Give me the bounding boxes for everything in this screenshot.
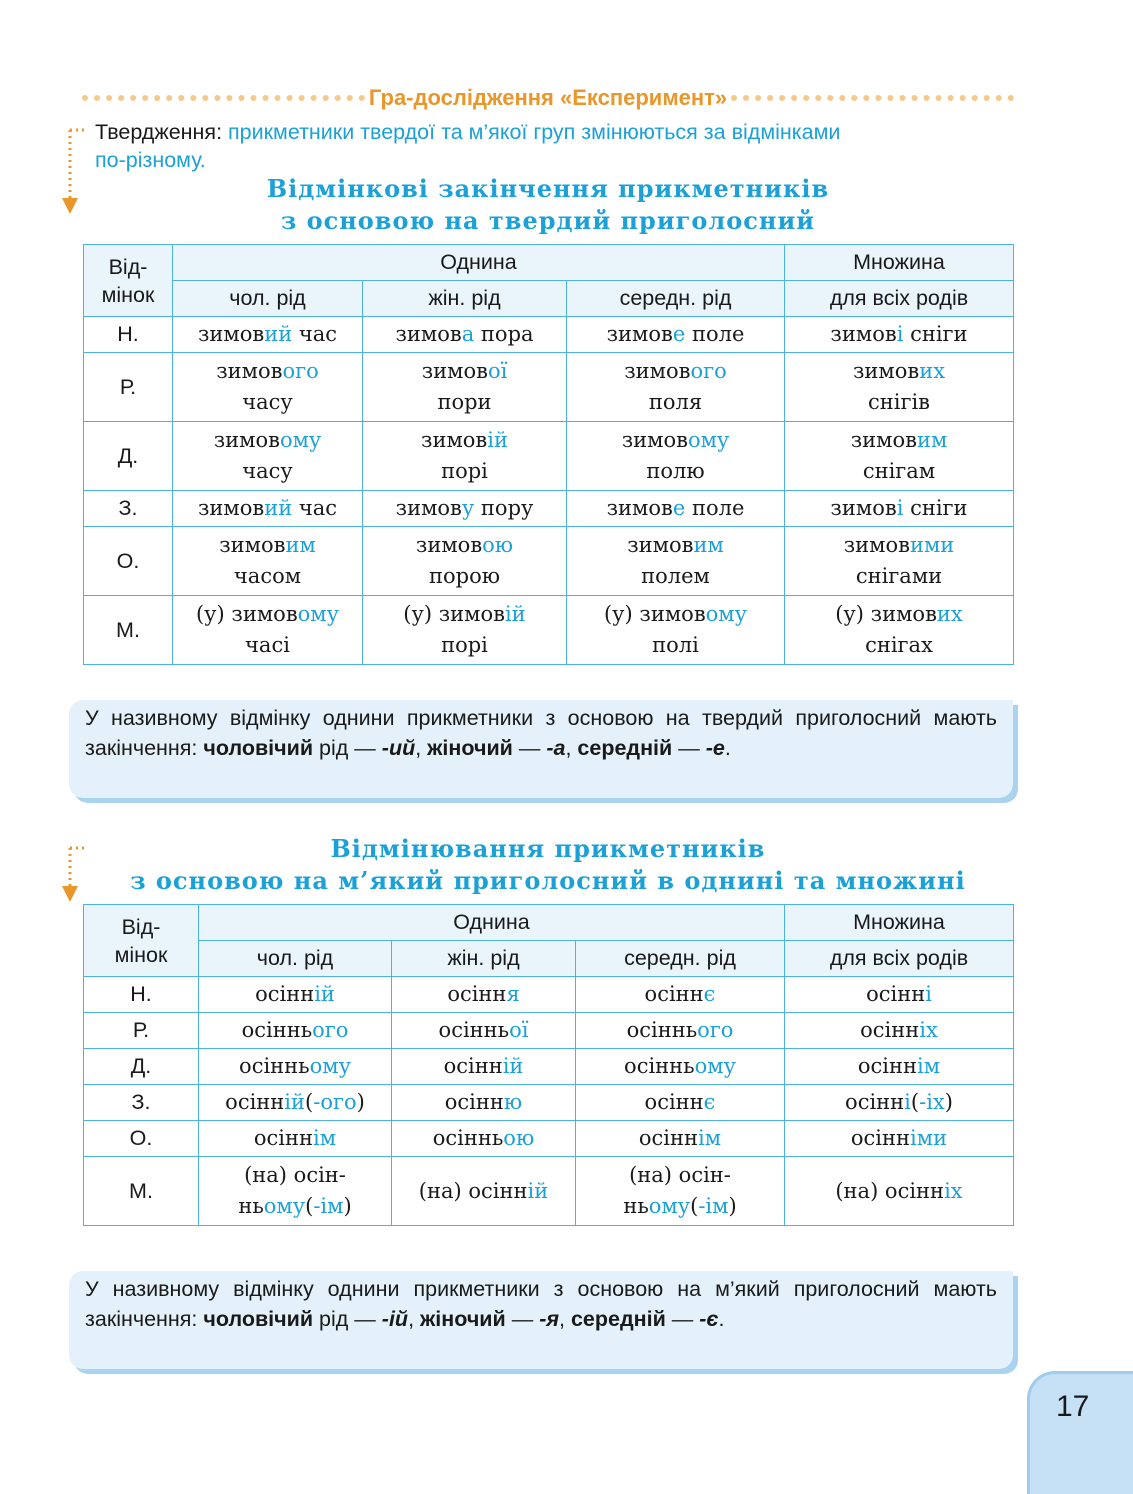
form-cell (785, 422, 1014, 491)
rule-text: У називному відмінку однини прикметники з основою на м’який приголосний мають закінчення: (85, 1277, 997, 1331)
ending: ий (264, 496, 293, 520)
word-stem: зимов (395, 496, 462, 520)
subheader-2: середн. рід (576, 941, 785, 977)
form-cell (173, 491, 363, 527)
form-cell (392, 1121, 576, 1157)
word-stem: ) (356, 1090, 365, 1114)
table-row (84, 1157, 1014, 1226)
word-stem: ) (944, 1090, 953, 1114)
dotted-line-right (731, 95, 1014, 101)
word-stem: зимов (850, 428, 917, 452)
form-cell (199, 1121, 392, 1157)
form-cell (392, 1085, 576, 1121)
word-stem: осінн (443, 1054, 503, 1078)
noun: сніги (903, 496, 968, 520)
rule-masc: чоловічий (203, 1306, 314, 1331)
subheader-0: чол. рід (199, 941, 392, 977)
word-stem: нь (238, 1194, 264, 1218)
rule-box-hard (69, 700, 1013, 798)
noun: полю (646, 459, 705, 483)
rule-neut: середній (577, 735, 673, 760)
ending: і (896, 322, 904, 346)
word-stem: зимов (395, 322, 462, 346)
word-stem: зимов (621, 428, 688, 452)
form-cell (785, 353, 1014, 422)
word-stem: осінн (255, 982, 315, 1006)
ending: -ого (313, 1090, 357, 1114)
form-cell (567, 422, 785, 491)
ending: іми (910, 1126, 948, 1150)
subheader-0: чол. рід (173, 281, 363, 317)
noun: пори (437, 390, 492, 414)
ending: ому (279, 428, 322, 452)
ending: -ім (313, 1194, 344, 1218)
case-cell: З. (84, 1085, 199, 1121)
word-stem: зимов (606, 496, 673, 520)
word-stem: зимов (606, 322, 673, 346)
word-stem: осіннь (239, 1054, 310, 1078)
case-column-header (84, 245, 173, 317)
rule-comma: , (565, 735, 578, 760)
form-cell (363, 527, 567, 596)
word-stem: ) (343, 1194, 352, 1218)
word-stem: осінн (225, 1090, 285, 1114)
table-row (84, 353, 1014, 422)
subheader-2: середн. рід (567, 281, 785, 317)
statement-label: Твердження: (95, 120, 223, 144)
case-cell: М. (84, 1157, 199, 1226)
table-row (84, 1013, 1014, 1049)
table-row (84, 977, 1014, 1013)
plural-header: Множина (785, 245, 1014, 281)
ending: ої (487, 359, 508, 383)
game-title: Гра-дослідження «Експеримент» (368, 85, 728, 110)
rule-fem: жіночий (427, 735, 513, 760)
word-stem: зимов (216, 359, 283, 383)
form-cell (567, 596, 785, 665)
ending: ому (705, 602, 747, 626)
form-cell (785, 1013, 1014, 1049)
ending: і (904, 1090, 911, 1114)
word-stem: осіннь (241, 1018, 313, 1042)
table-row (84, 317, 1014, 353)
noun: порою (428, 564, 500, 588)
ending: ому (694, 1054, 736, 1078)
word-stem: ) (728, 1194, 737, 1218)
noun: пора (474, 322, 534, 346)
table2-title (84, 833, 1012, 897)
ending: ій (487, 428, 508, 452)
ending: є (703, 1090, 716, 1114)
ending: -іх (919, 1090, 945, 1114)
case-cell: З. (84, 491, 173, 527)
table-row (84, 491, 1014, 527)
ending: ім (698, 1126, 722, 1150)
form-cell (392, 1049, 576, 1085)
ending: ому (687, 428, 730, 452)
word-stem: осінн (857, 1054, 918, 1078)
ending: а (461, 322, 475, 346)
form-cell (199, 1049, 392, 1085)
case-cell: О. (84, 527, 173, 596)
noun: час (292, 322, 338, 346)
statement-claim: прикметники твердої та м’якої груп змінюються за відмінками (228, 120, 841, 144)
ending: ій (284, 1090, 306, 1114)
rule-rid: рід — (313, 1306, 382, 1331)
word-stem: зимов (852, 359, 920, 383)
case-cell: Д. (84, 1049, 199, 1085)
ending: у (461, 496, 475, 520)
rule-ending-masc: -ій (381, 1306, 409, 1331)
table2-title-line1: Відмінювання прикметників (330, 834, 766, 863)
table-row (84, 527, 1014, 596)
rule-ending-fem: -я (539, 1306, 560, 1331)
statement (95, 118, 1013, 174)
form-cell (363, 491, 567, 527)
ending: их (919, 359, 946, 383)
ending: і (925, 982, 932, 1006)
page-number: 17 (1056, 1390, 1090, 1423)
table-row (84, 1085, 1014, 1121)
rule-period: . (724, 735, 731, 760)
rule-dash: — (512, 735, 547, 760)
case-cell: М. (84, 596, 173, 665)
subheader-1: жін. рід (363, 281, 567, 317)
form-cell (392, 1157, 576, 1226)
form-cell (785, 1049, 1014, 1085)
case-cell: Р. (84, 1013, 199, 1049)
form-cell (173, 527, 363, 596)
noun: сніги (903, 322, 968, 346)
ending: е (672, 322, 686, 346)
ending: ій (504, 602, 526, 626)
noun: полі (652, 633, 699, 657)
word-stem: осінн (845, 1090, 905, 1114)
rule-masc: чоловічий (203, 735, 314, 760)
form-cell (173, 353, 363, 422)
word-stem: зимов (843, 533, 910, 557)
word-stem: зимов (197, 496, 265, 520)
form-cell (567, 527, 785, 596)
noun: снігах (865, 633, 933, 657)
word-stem: зимов (213, 428, 280, 452)
ending: ий (264, 322, 293, 346)
word-stem: зимов (219, 533, 286, 557)
case-cell: Н. (84, 977, 199, 1013)
word-stem: ( (690, 1194, 699, 1218)
ending: ій (502, 1054, 524, 1078)
ending: ого (312, 1018, 349, 1042)
noun: пору (474, 496, 534, 520)
rule-text: У називному відмінку однини прикметники з основою на твердий приголосний мають закінчення: (85, 706, 997, 760)
ending: ої (509, 1018, 529, 1042)
plural-header: Множина (785, 905, 1014, 941)
table1-title-line1: Відмінкові закінчення прикметників (266, 174, 830, 203)
ending: им (693, 533, 724, 557)
table2-title-line2: з основою на м’який приголосний в однині та множині (130, 866, 966, 895)
noun: часу (242, 459, 293, 483)
word-stem: осінн (638, 1126, 699, 1150)
table1-title-line2: з основою на твердий приголосний (280, 206, 816, 235)
form-cell (785, 1121, 1014, 1157)
noun: снігам (862, 459, 936, 483)
form-cell (199, 977, 392, 1013)
rule-ending-masc: -ий (381, 735, 416, 760)
noun: снігів (867, 390, 930, 414)
table-row (84, 596, 1014, 665)
form-cell (173, 317, 363, 353)
ending: ого (690, 359, 727, 383)
form-cell (576, 1013, 785, 1049)
ending: ій (527, 1178, 549, 1203)
ending: ому (297, 602, 339, 626)
soft-stem-declension-table (83, 904, 1014, 1226)
form-cell (199, 1013, 392, 1049)
form-cell (785, 317, 1014, 353)
form-cell (392, 977, 576, 1013)
table1-title (84, 173, 1012, 237)
ending: е (672, 496, 686, 520)
word-stem: осіннь (624, 1054, 695, 1078)
noun: поля (648, 390, 703, 414)
rule-box-soft (69, 1271, 1013, 1369)
form-cell (785, 596, 1014, 665)
rule-rid: рід — (313, 735, 382, 760)
word-stem: (на) осін- (629, 1163, 731, 1187)
ending: -ім (698, 1194, 729, 1218)
word-stem: ( (305, 1194, 314, 1218)
form-cell (363, 596, 567, 665)
word-stem: (у) зимов (195, 602, 298, 626)
word-stem: (у) зимов (835, 602, 937, 626)
word-stem: зимов (197, 322, 265, 346)
case-header-line1: Від- (108, 254, 148, 279)
noun: часом (233, 564, 302, 588)
form-cell (199, 1085, 392, 1121)
form-cell (785, 1157, 1014, 1226)
word-stem: осіннь (432, 1126, 504, 1150)
rule-neut: середній (570, 1306, 666, 1331)
ending: ім (917, 1054, 941, 1078)
word-stem: зимов (421, 428, 488, 452)
ending: их (936, 602, 963, 626)
ending: ою (503, 1126, 535, 1150)
subheader-3: для всіх родів (785, 281, 1014, 317)
word-stem: (на) осінн (418, 1178, 528, 1203)
dotted-arrow-icon (56, 124, 86, 218)
rule-ending-neut: -е (705, 735, 725, 760)
word-stem: (у) зимов (603, 602, 706, 626)
noun: снігами (855, 564, 943, 588)
word-stem: осінн (866, 982, 926, 1006)
form-cell (576, 1049, 785, 1085)
form-cell (392, 1013, 576, 1049)
word-stem: осінн (444, 1090, 504, 1114)
word-stem: зимов (830, 496, 897, 520)
rule-dash: — (505, 1306, 540, 1331)
rule-comma: , (408, 1306, 421, 1331)
word-stem: осінн (253, 1126, 314, 1150)
word-stem: (на) осін- (244, 1163, 346, 1187)
ending: ими (909, 533, 955, 557)
rule-comma: , (415, 735, 428, 760)
ending: ою (482, 533, 514, 557)
word-stem: осінн (850, 1126, 911, 1150)
form-cell (785, 1085, 1014, 1121)
ending: я (506, 982, 520, 1006)
form-cell (785, 527, 1014, 596)
ending: ому (263, 1194, 306, 1218)
ending: є (703, 982, 716, 1006)
ending: им (285, 533, 316, 557)
case-header-line2: мінок (114, 942, 168, 967)
form-cell (576, 1157, 785, 1226)
form-cell (363, 317, 567, 353)
word-stem: осінн (447, 982, 507, 1006)
hard-stem-declension-table (83, 244, 1014, 665)
rule-dash: — (672, 735, 706, 760)
word-stem: зимов (627, 533, 694, 557)
ending: іх (919, 1018, 938, 1042)
rule-dash: — (665, 1306, 700, 1331)
word-stem: зимов (830, 322, 897, 346)
singular-header: Однина (173, 245, 785, 281)
rule-fem: жіночий (420, 1306, 506, 1331)
form-cell (785, 977, 1014, 1013)
form-cell (785, 491, 1014, 527)
form-cell (567, 491, 785, 527)
form-cell (173, 422, 363, 491)
word-stem: осіннь (438, 1018, 510, 1042)
rule-ending-neut: -є (699, 1306, 719, 1331)
ending: ому (309, 1054, 351, 1078)
word-stem: нь (623, 1194, 649, 1218)
rule-ending-fem: -а (546, 735, 566, 760)
statement-claim-cont: по-різному. (95, 148, 206, 172)
form-cell (576, 1121, 785, 1157)
case-column-header (84, 905, 199, 977)
table-row (84, 422, 1014, 491)
ending: ім (313, 1126, 337, 1150)
form-cell (567, 353, 785, 422)
noun: часу (242, 390, 293, 414)
ending: ій (314, 982, 335, 1006)
form-cell (576, 1085, 785, 1121)
form-cell (173, 596, 363, 665)
word-stem: зимов (624, 359, 691, 383)
word-stem: ( (305, 1090, 314, 1114)
form-cell (199, 1157, 392, 1226)
noun: час (292, 496, 338, 520)
table-row (84, 1121, 1014, 1157)
noun: поле (685, 496, 745, 520)
word-stem: осіннь (626, 1018, 698, 1042)
form-cell (567, 317, 785, 353)
noun: порі (441, 459, 488, 483)
case-cell: Р. (84, 353, 173, 422)
noun: часі (245, 633, 290, 657)
ending: ого (282, 359, 319, 383)
rule-comma: , (559, 1306, 571, 1331)
word-stem: (у) зимов (403, 602, 505, 626)
case-cell: Н. (84, 317, 173, 353)
ending: им (916, 428, 948, 452)
dotted-line-left (82, 95, 365, 101)
case-header-line1: Від- (121, 914, 161, 939)
ending: іх (944, 1178, 963, 1203)
noun: порі (441, 633, 488, 657)
form-cell (363, 353, 567, 422)
case-cell: О. (84, 1121, 199, 1157)
word-stem: (на) осінн (835, 1178, 945, 1203)
word-stem: ( (910, 1090, 920, 1114)
ending: ю (503, 1090, 523, 1114)
word-stem: зимов (415, 533, 483, 557)
ending: ому (648, 1194, 691, 1218)
table-row (84, 1049, 1014, 1085)
form-cell (363, 422, 567, 491)
form-cell (576, 977, 785, 1013)
game-heading (82, 84, 1014, 112)
rule-period: . (718, 1306, 725, 1331)
word-stem: осінн (644, 1090, 704, 1114)
noun: поле (685, 322, 745, 346)
word-stem: зимов (421, 359, 488, 383)
singular-header: Однина (199, 905, 785, 941)
noun: полем (641, 564, 710, 588)
case-header-line2: мінок (101, 282, 155, 307)
ending: і (896, 496, 904, 520)
word-stem: осінн (644, 982, 704, 1006)
word-stem: осінн (860, 1018, 920, 1042)
dotted-arrow-icon (56, 842, 86, 904)
subheader-1: жін. рід (392, 941, 576, 977)
ending: ого (697, 1018, 734, 1042)
case-cell: Д. (84, 422, 173, 491)
subheader-3: для всіх родів (785, 941, 1014, 977)
